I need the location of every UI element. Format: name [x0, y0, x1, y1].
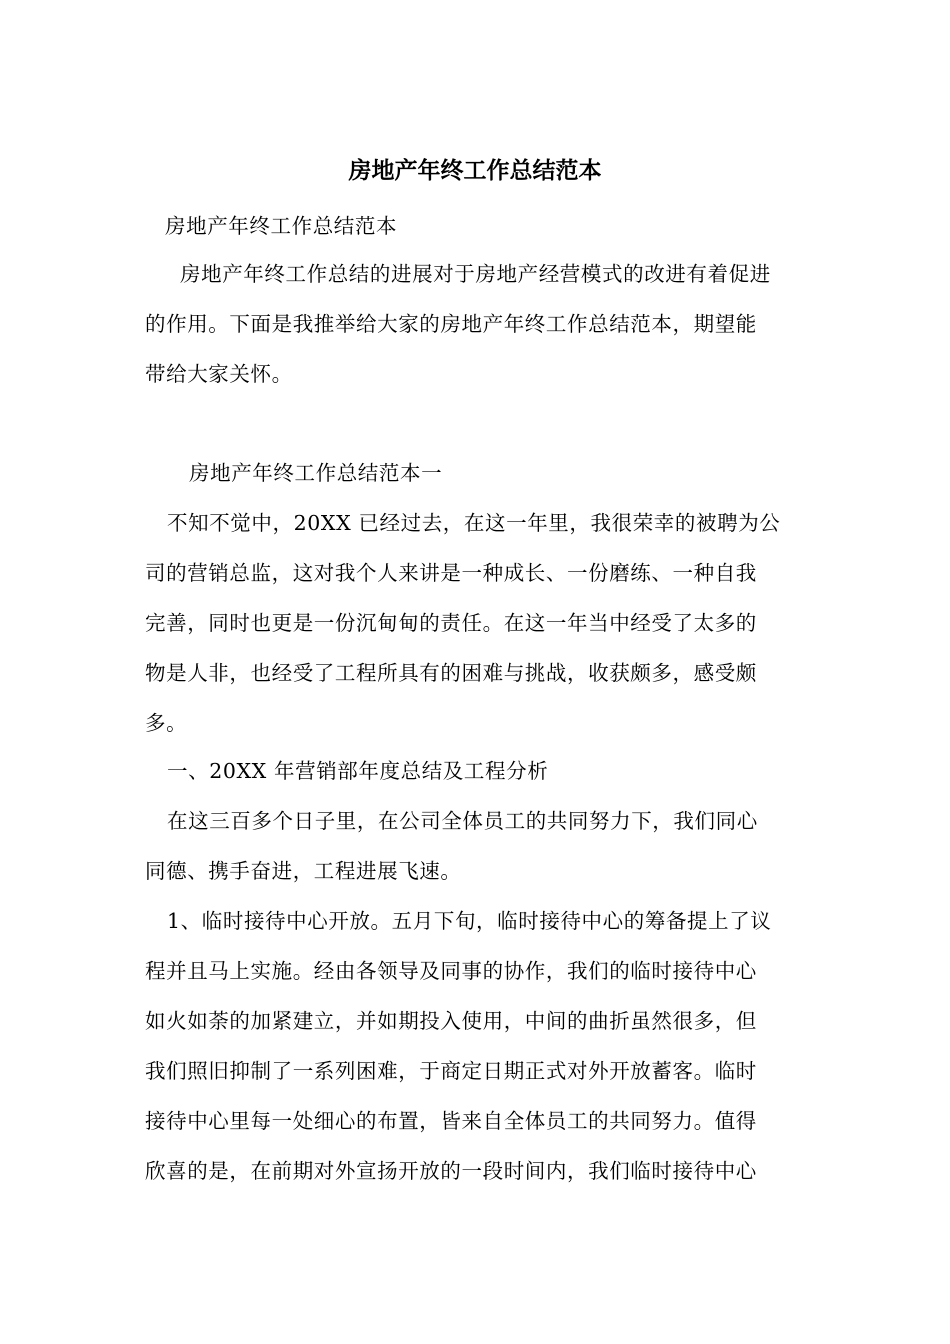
paragraph-1: [145, 498, 807, 748]
heading-1-text: 一、20XX 年营销部年度总结及工程分析: [167, 759, 549, 783]
paragraph-line: 1、临时接待中心开放。五月下旬，临时接待中心的筹备提上了议: [167, 909, 772, 933]
paragraph-line: 我们照旧抑制了一系列困难，于商定日期正式对外开放蓄客。临时: [145, 1059, 757, 1083]
paragraph-line: 多。: [145, 711, 188, 735]
paragraph-line: 欣喜的是，在前期对外宣扬开放的一段时间内，我们临时接待中心: [145, 1159, 757, 1183]
subtitle-line: 房地产年终工作总结范本: [165, 214, 398, 238]
paragraph-line: 如火如荼的加紧建立，并如期投入使用，中间的曲折虽然很多，但: [145, 1009, 757, 1033]
paragraph-line: 的作用。下面是我推举给大家的房地产年终工作总结范本，期望能: [145, 312, 757, 336]
paragraph-2: [145, 796, 807, 896]
document-title: 房地产年终工作总结范本: [348, 157, 602, 184]
paragraph-line: 完善，同时也更是一份沉甸甸的责任。在这一年当中经受了太多的: [145, 611, 757, 635]
paragraph-3: [145, 896, 807, 1196]
paragraph-line: 接待中心里每一处细心的布置，皆来自全体员工的共同努力。值得: [145, 1109, 757, 1133]
intro-paragraph: [145, 249, 807, 399]
paragraph-line: 带给大家关怀。: [145, 362, 293, 386]
paragraph-line: 同德、携手奋进，工程进展飞速。: [145, 859, 462, 883]
paragraph-line: 不知不觉中，20XX 已经过去，在这一年里，我很荣幸的被聘为公: [167, 511, 781, 535]
section-heading: [189, 448, 851, 498]
paragraph-line: 房地产年终工作总结的进展对于房地产经营模式的改进有着促进: [180, 262, 771, 286]
paragraph-line: 物是人非，也经受了工程所具有的困难与挑战，收获颇多，感受颇: [145, 661, 757, 685]
section-heading-text: 房地产年终工作总结范本一: [189, 461, 443, 485]
paragraph-line: 司的营销总监，这对我个人来讲是一种成长、一份磨练、一种自我: [145, 561, 757, 585]
heading-1: [145, 746, 807, 796]
document-subtitle: [165, 201, 827, 251]
paragraph-line: 程并且马上实施。经由各领导及同事的协作，我们的临时接待中心: [145, 959, 757, 983]
paragraph-line: 在这三百多个日子里，在公司全体员工的共同努力下，我们同心: [167, 809, 758, 833]
